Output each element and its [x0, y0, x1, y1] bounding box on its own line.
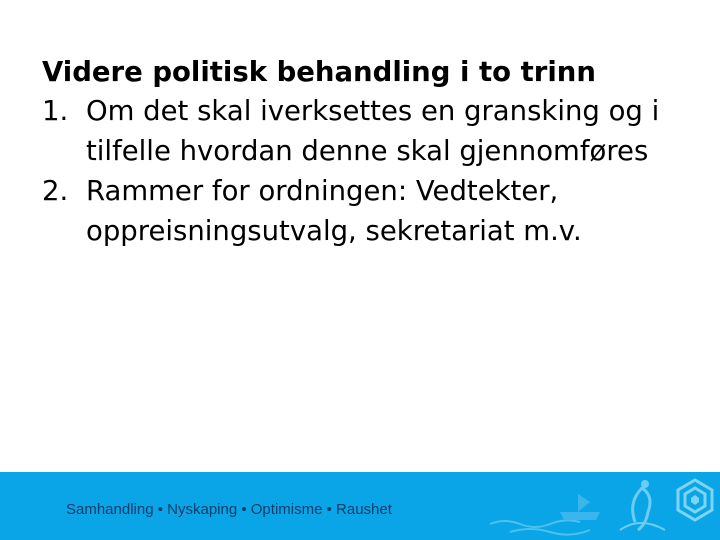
footer-tagline: Samhandling • Nyskaping • Optimisme • Raushet: [66, 501, 392, 518]
numbered-list: [42, 91, 692, 251]
list-item-number: 2.: [42, 175, 69, 207]
list-item: [42, 91, 692, 171]
footer-band: [0, 472, 720, 540]
slide-content: [42, 54, 692, 251]
coastal-logo-icon: [450, 472, 720, 540]
list-item-text: Rammer for ordningen: Vedtekter, oppreisningsutvalg, sekretariat m.v.: [86, 175, 582, 247]
list-item-number: 1.: [42, 95, 69, 127]
list-item: [42, 171, 692, 251]
slide-title: Videre politisk behandling i to trinn: [42, 56, 596, 88]
list-item-text: Om det skal iverksettes en gransking og i tilfelle hvordan denne skal gjennomføres: [86, 95, 660, 167]
